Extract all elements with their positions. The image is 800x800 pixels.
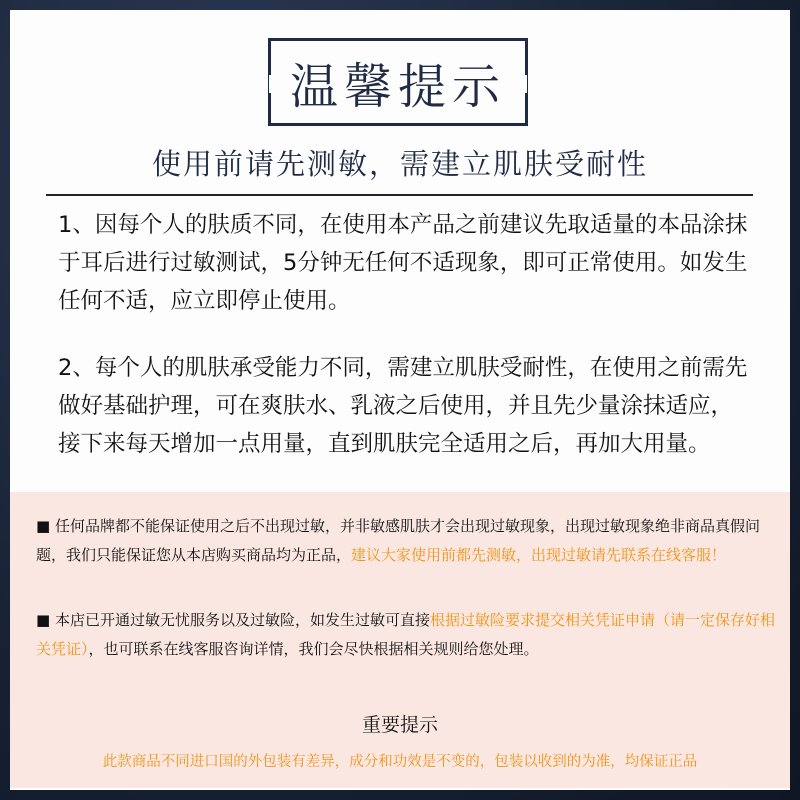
paragraph-2: 2、每个人的肌肤承受能力不同，需建立肌肤受耐性，在使用之前需先做好基础护理，可在爽肤水、乳液之后使用，并且先少量涂抹适应，接下来每天增加一点用量，直到肌肤完全适用之后，再加大用量。 [58,355,748,457]
notice-1-text: ■ 任何品牌都不能保证使用之后不出现过敏，并非敏感肌肤才会出现过敏现象，出现过敏现象绝非商品真假问题，我们只能保证您从本店购买商品均为正品， [36,517,760,564]
notice-1-highlight: 建议大家使用前都先测敏，出现过敏请先联系在线客服！ [351,546,727,564]
notice-2 [36,606,781,664]
important-title: 重要提示 [361,714,438,736]
paragraph-1: 1、因每个人的肤质不同，在使用本产品之前建议先取适量的本品涂抹于耳后进行过敏测试，5分钟无任何不适现象，即可正常使用。如发生任何不适，应立即停止使用。 [58,212,748,314]
title-box [268,38,528,126]
notice-2-tail: ，也可联系在线客服咨询详情，我们会尽快根据相关规则给您处理。 [88,640,539,658]
subtitle: 使用前请先测敏，需建立肌肤受耐性 [151,147,648,181]
important-body: 此款商品不同进口国的外包装有差异，成分和功效是不变的，包装以收到的为准，均保证正品 [102,754,698,770]
content-panel [10,10,790,790]
notice-2-highlight: 根据过敏险要求提交相关凭证申请（请一定保存好相关凭证） [36,611,775,658]
notice-2-text: ■ 本店已开通过敏无忧服务以及过敏险，如发生过敏可直接 [36,611,430,629]
page-title: 温馨提示 [289,58,506,115]
divider [46,194,753,196]
notice-1 [36,512,781,570]
